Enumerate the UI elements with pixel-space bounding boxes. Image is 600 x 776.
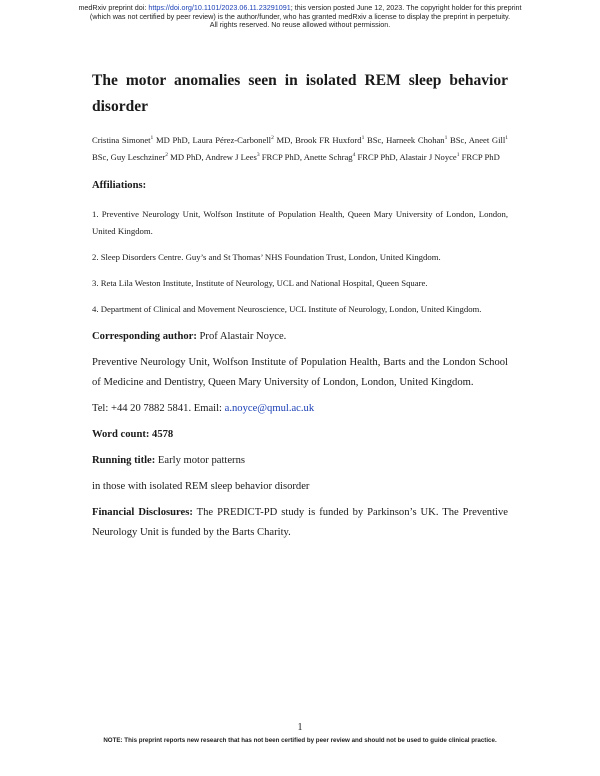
affiliation-1: 1. Preventive Neurology Unit, Wolfson Institute of Population Health, Queen Mary University of London, London, United Kingdom. [92, 209, 508, 236]
corresponding-author: Corresponding author: Prof Alastair Noyce. [92, 331, 287, 342]
word-count: Word count: 4578 [92, 429, 174, 440]
running-title-continuation: in those with isolated REM sleep behavior disorder [92, 481, 310, 492]
author: Harneek Chohan$^1$ BSc, [386, 135, 469, 145]
financial-disclosures: Financial Disclosures: The PREDICT-PD study is funded by Parkinson’s UK. The Preventive Neurology Unit is funded by the Barts Charity. [92, 507, 508, 538]
author: Cristina Simonet$^1$ MD PhD, [92, 135, 193, 145]
banner-line-3: All rights reserved. No reuse allowed without permission. [209, 20, 391, 30]
contact-line: Tel: +44 20 7882 5841. Email: a.noyce@qmul.ac.uk [92, 403, 315, 414]
page-number: 1 [297, 722, 303, 733]
author-list [92, 132, 508, 166]
page-content [92, 68, 508, 549]
email-link[interactable]: a.noyce@qmul.ac.uk [224, 403, 315, 414]
author: Alastair J Noyce$^1$ FRCP PhD [399, 152, 500, 162]
running-title: Running title: Early motor patterns [92, 455, 246, 466]
author: Brook FR Huxford$^1$ BSc, [295, 135, 387, 145]
banner-line-2: (which was not certified by peer review) is the author/funder, who has granted medRxiv a license to display the preprint in perpetuity. [89, 11, 511, 21]
affiliations-heading: Affiliations: [92, 180, 147, 191]
author: Andrew J Lees$^3$ FRCP PhD, [205, 152, 304, 162]
affiliation-2: 2. Sleep Disorders Centre. Guy’s and St Thomas’ NHS Foundation Trust, London, United Kingdom. [92, 252, 441, 262]
preprint-footer-note: NOTE: This preprint reports new research that has not been certified by peer review and should not be used to guide clinical practice. [103, 737, 497, 744]
author: Laura Pérez-Carbonell$^2$ MD, [192, 135, 296, 145]
author: Anette Schrag$^4$ FRCP PhD, [303, 152, 400, 162]
corresponding-address: Preventive Neurology Unit, Wolfson Institute of Population Health, Barts and the London School of Medicine and Dentistry, Queen Mary University of London, London, United Kingdom. [92, 357, 508, 388]
affiliation-3: 3. Reta Lila Weston Institute, Institute of Neurology, UCL and National Hospital, Queen Square. [92, 278, 428, 288]
author: Aneet Gill$^1$ BSc, [92, 135, 508, 162]
affiliation-4: 4. Department of Clinical and Movement Neuroscience, UCL Institute of Neurology, London, United Kingdom. [92, 304, 482, 314]
author: Guy Leschziner$^2$ MD PhD, [110, 152, 206, 162]
preprint-banner [40, 4, 560, 30]
doi-link[interactable]: https://doi.org/10.1101/2023.06.11.23291091 [148, 3, 291, 12]
paper-title: The motor anomalies seen in isolated REM sleep behavior disorder [92, 72, 508, 115]
banner-line-1: medRxiv preprint doi: https://doi.org/10.1101/2023.06.11.23291091; this version posted June 12, 2023. The copyright holder for this preprint [78, 3, 522, 12]
